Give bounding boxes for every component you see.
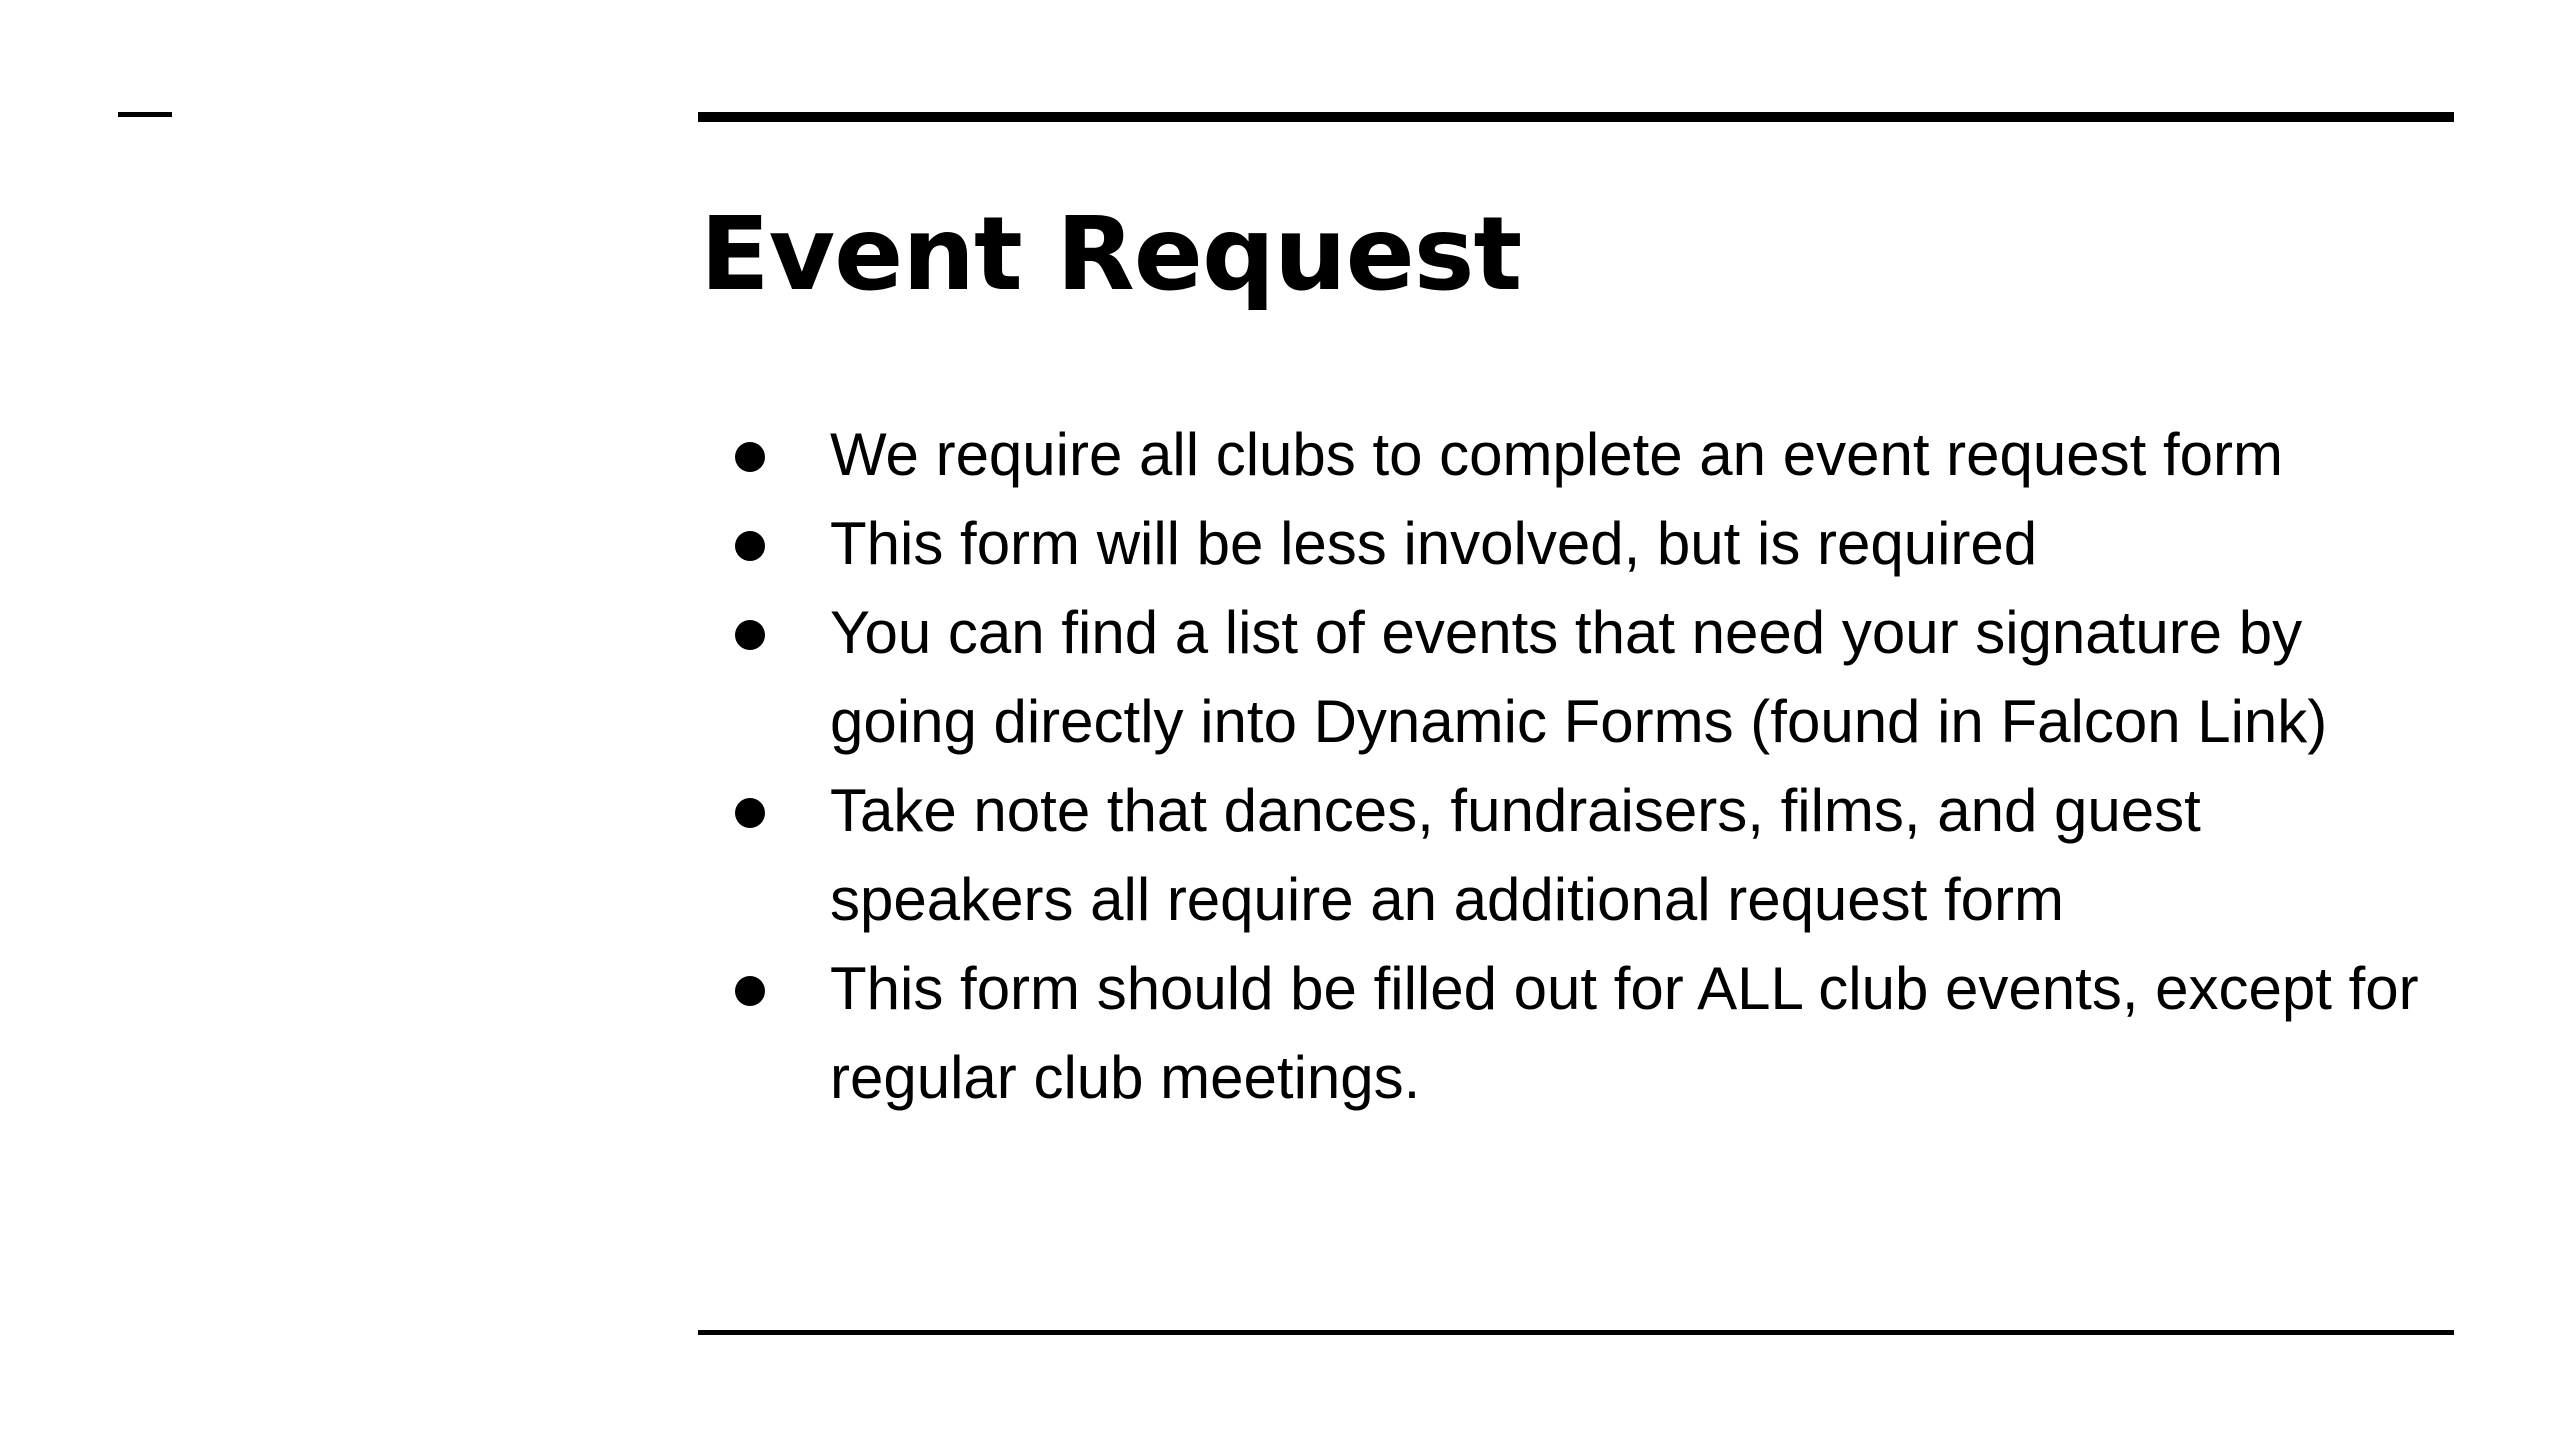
bullet-text: This form should be filled out for ALL club events, except for regular club meetings. bbox=[830, 955, 2419, 1111]
bullet-item bbox=[730, 410, 2430, 499]
bullet-text: You can find a list of events that need your signature by going directly into Dynamic Forms (found in Falcon Link) bbox=[830, 599, 2328, 755]
bullet-item bbox=[730, 944, 2430, 1122]
bullet-item bbox=[730, 588, 2430, 766]
corner-dash-decoration bbox=[118, 112, 172, 117]
bullet-text: This form will be less involved, but is required bbox=[830, 510, 2038, 577]
bullet-dot-icon bbox=[735, 531, 765, 561]
bullet-item bbox=[730, 499, 2430, 588]
bullet-text: We require all clubs to complete an event request form bbox=[830, 421, 2283, 488]
bullet-dot-icon bbox=[735, 798, 765, 828]
bullet-dot-icon bbox=[735, 442, 765, 472]
bullet-dot-icon bbox=[735, 620, 765, 650]
slide-title: Event Request bbox=[700, 195, 1522, 314]
bottom-rule-divider bbox=[698, 1330, 2454, 1335]
top-rule-divider bbox=[698, 112, 2454, 122]
bullet-list bbox=[730, 410, 2430, 1122]
bullet-item bbox=[730, 766, 2430, 944]
bullet-dot-icon bbox=[735, 976, 765, 1006]
bullet-text: Take note that dances, fundraisers, films, and guest speakers all require an additional request form bbox=[830, 777, 2201, 933]
